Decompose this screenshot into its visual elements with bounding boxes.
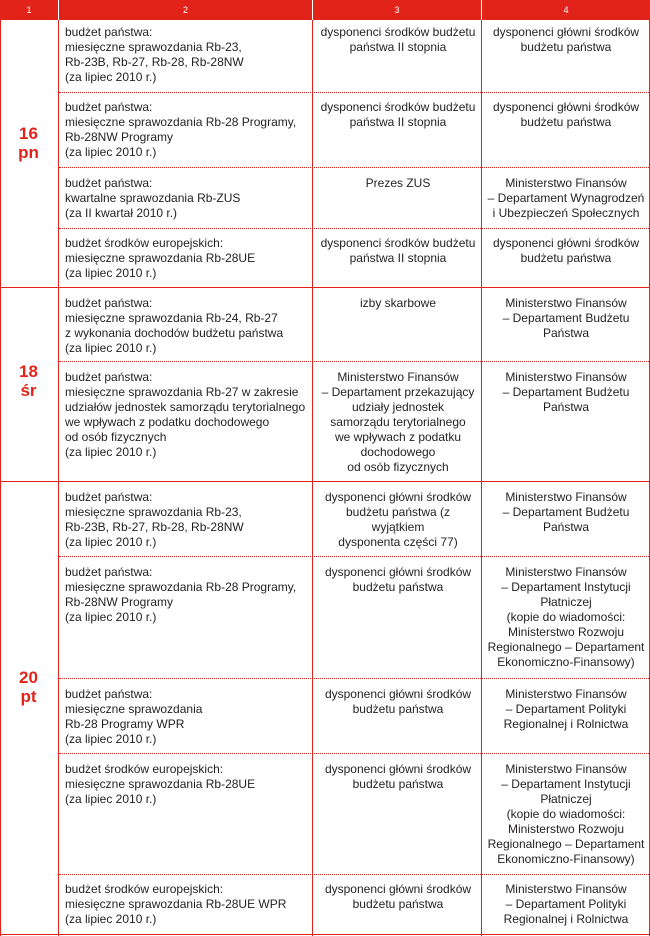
grid-line-col2 xyxy=(58,20,59,936)
submitting-entity: dysponenci środków budżetu państwa II stopnia xyxy=(320,236,476,265)
day-label xyxy=(0,362,57,400)
grid-line-col3 xyxy=(312,20,313,936)
recipient-entity: Ministerstwo Finansów – Departament Instytucji Płatniczej (kopie do wiadomości: Ministerstwo Rozwoju Regionalnego – Departament Ekonomiczno-Finansowy) xyxy=(487,565,645,669)
report-scope: budżet państwa: miesięczne sprawozdania Rb-28 Programy, Rb-28NW Programy (za lipiec 2010 r.) xyxy=(65,565,297,624)
recipient-entity: Ministerstwo Finansów – Departament Wynagrodzeń i Ubezpieczeń Społecznych xyxy=(487,176,645,220)
submitting-entity: izby skarbowe xyxy=(359,296,437,310)
submitting-entity: Ministerstwo Finansów – Departament przekazujący udziały jednostek samorządu terytorialnego we wpływach z podatku dochodowego od osób fizycznych xyxy=(321,370,475,474)
report-scope: budżet państwa: miesięczne sprawozdania Rb-24, Rb-27 z wykonania dochodów budżetu państwa (za lipiec 2010 r.) xyxy=(65,296,284,355)
column-header-2: 2 xyxy=(59,0,312,20)
report-scope: budżet państwa: miesięczne sprawozdania Rb-27 w zakresie udziałów jednostek samorządu terytorialnego we wpływach z podatku dochodowego od osób fizycznych (za lipiec 2010 r.) xyxy=(65,370,306,459)
recipient-entity: dysponenci główni środków budżetu państwa xyxy=(492,236,640,265)
row-separator xyxy=(59,228,649,229)
day-label xyxy=(0,668,57,706)
recipient-entity: Ministerstwo Finansów – Departament Budżetu Państwa xyxy=(502,490,630,534)
row-separator xyxy=(59,678,649,679)
column-header-1: 1 xyxy=(0,0,58,20)
grid-line-col4 xyxy=(481,20,482,936)
row-separator xyxy=(59,556,649,557)
recipient-entity: Ministerstwo Finansów – Departament Polityki Regionalnej i Rolnictwa xyxy=(503,687,629,731)
recipient-entity: dysponenci główni środków budżetu państwa xyxy=(492,100,640,129)
report-scope: budżet środków europejskich: miesięczne sprawozdania Rb-28UE WPR (za lipiec 2010 r.) xyxy=(65,882,287,926)
report-scope: budżet państwa: miesięczne sprawozdania Rb-28 Programy WPR (za lipiec 2010 r.) xyxy=(65,687,203,746)
header-separator xyxy=(481,0,482,20)
table-bottom-border xyxy=(0,934,650,935)
submitting-entity: dysponenci główni środków budżetu państwa xyxy=(324,762,472,791)
group-separator xyxy=(0,481,650,482)
recipient-entity: Ministerstwo Finansów – Departament Instytucji Płatniczej (kopie do wiadomości: Ministerstwo Rozwoju Regionalnego – Departament Ekonomiczno-Finansowy) xyxy=(487,762,645,866)
row-separator xyxy=(59,874,649,875)
day-name: śr xyxy=(20,381,37,400)
day-label xyxy=(0,124,57,162)
recipient-entity: Ministerstwo Finansów – Departament Budżetu Państwa xyxy=(502,370,630,414)
submitting-entity: dysponenci środków budżetu państwa II stopnia xyxy=(320,25,476,54)
row-separator xyxy=(59,361,649,362)
column-header-3: 3 xyxy=(313,0,481,20)
report-scope: budżet środków europejskich: miesięczne sprawozdania Rb-28UE (za lipiec 2010 r.) xyxy=(65,236,256,280)
recipient-entity: dysponenci główni środków budżetu państwa xyxy=(492,25,640,54)
recipient-entity: Ministerstwo Finansów – Departament Polityki Regionalnej i Rolnictwa xyxy=(503,882,629,926)
submitting-entity: dysponenci główni środków budżetu państwa (z wyjątkiem dysponenta części 77) xyxy=(324,490,472,549)
day-number: 16 xyxy=(19,124,38,143)
header-separator xyxy=(58,0,59,20)
day-name: pt xyxy=(20,687,37,706)
row-separator xyxy=(59,92,649,93)
report-scope: budżet środków europejskich: miesięczne sprawozdania Rb-28UE (za lipiec 2010 r.) xyxy=(65,762,256,806)
submitting-entity: dysponenci główni środków budżetu państwa xyxy=(324,565,472,594)
report-scope: budżet państwa: miesięczne sprawozdania Rb-23, Rb-23B, Rb-27, Rb-28, Rb-28NW (za lipiec 2010 r.) xyxy=(65,490,244,549)
day-number: 18 xyxy=(19,362,38,381)
report-scope: budżet państwa: miesięczne sprawozdania Rb-23, Rb-23B, Rb-27, Rb-28, Rb-28NW (za lipiec 2010 r.) xyxy=(65,25,244,84)
column-header-4: 4 xyxy=(482,0,650,20)
group-separator xyxy=(0,287,650,288)
submitting-entity: dysponenci środków budżetu państwa II stopnia xyxy=(320,100,476,129)
report-scope: budżet państwa: kwartalne sprawozdania Rb-ZUS (za II kwartał 2010 r.) xyxy=(65,176,241,220)
day-number: 20 xyxy=(19,668,38,687)
submitting-entity: Prezes ZUS xyxy=(365,176,431,190)
submitting-entity: dysponenci główni środków budżetu państwa xyxy=(324,882,472,911)
recipient-entity: Ministerstwo Finansów – Departament Budżetu Państwa xyxy=(502,296,630,340)
header-separator xyxy=(312,0,313,20)
row-separator xyxy=(59,167,649,168)
row-separator xyxy=(59,753,649,754)
submitting-entity: dysponenci główni środków budżetu państwa xyxy=(324,687,472,716)
day-name: pn xyxy=(18,143,39,162)
report-scope: budżet państwa: miesięczne sprawozdania Rb-28 Programy, Rb-28NW Programy (za lipiec 2010 r.) xyxy=(65,100,297,159)
